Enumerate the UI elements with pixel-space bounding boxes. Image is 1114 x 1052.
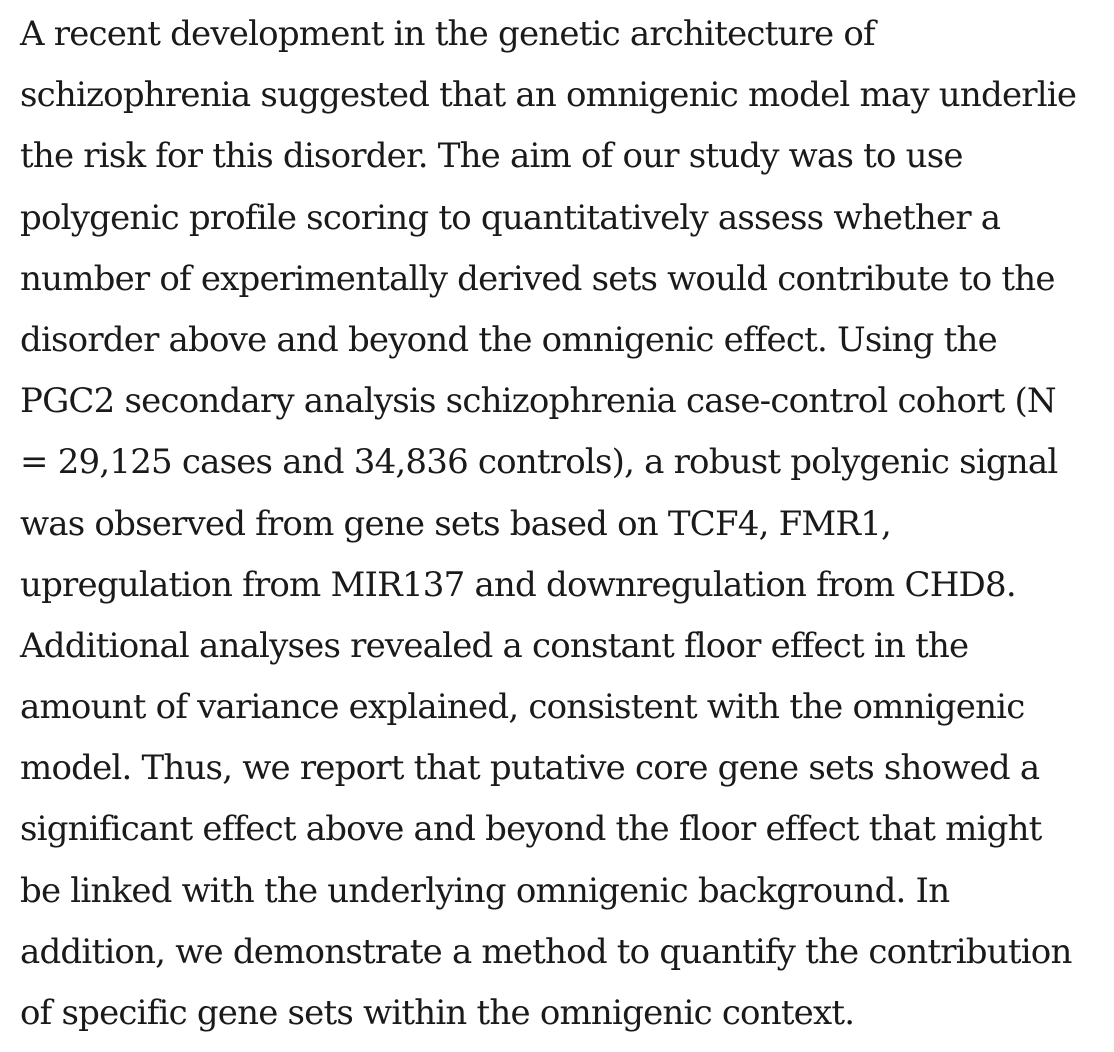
abstract-line: disorder above and beyond the omnigenic effect. Using the [20,319,997,360]
abstract-line: schizophrenia suggested that an omnigenic model may underlie [20,75,1077,116]
abstract-line: PGC2 secondary analysis schizophrenia case-control cohort (N [20,381,1056,422]
abstract-line: be linked with the underlying omnigenic background. In [20,870,950,911]
abstract-line: = 29,125 cases and 34,836 controls), a robust polygenic signal [20,442,1058,483]
abstract-line: the risk for this disorder. The aim of our study was to use [20,136,963,177]
abstract-line: Additional analyses revealed a constant floor effect in the [20,625,969,666]
abstract-line: polygenic profile scoring to quantitatively assess whether a [20,197,1001,238]
abstract-line: upregulation from MIR137 and downregulation from CHD8. [20,564,1016,605]
abstract-line: model. Thus, we report that putative core gene sets showed a [20,748,1040,789]
abstract-line: amount of variance explained, consistent with the omnigenic [20,687,1025,728]
abstract-line: of specific gene sets within the omnigenic context. [20,993,855,1033]
abstract-line: addition, we demonstrate a method to quantify the contribution [20,931,1072,972]
abstract-line: A recent development in the genetic architecture of [20,14,875,54]
abstract-line: number of experimentally derived sets would contribute to the [20,258,1055,299]
abstract-paragraph [20,4,1076,1044]
abstract-line: was observed from gene sets based on TCF4, FMR1, [20,503,892,544]
abstract-line: significant effect above and beyond the floor effect that might [20,809,1042,850]
